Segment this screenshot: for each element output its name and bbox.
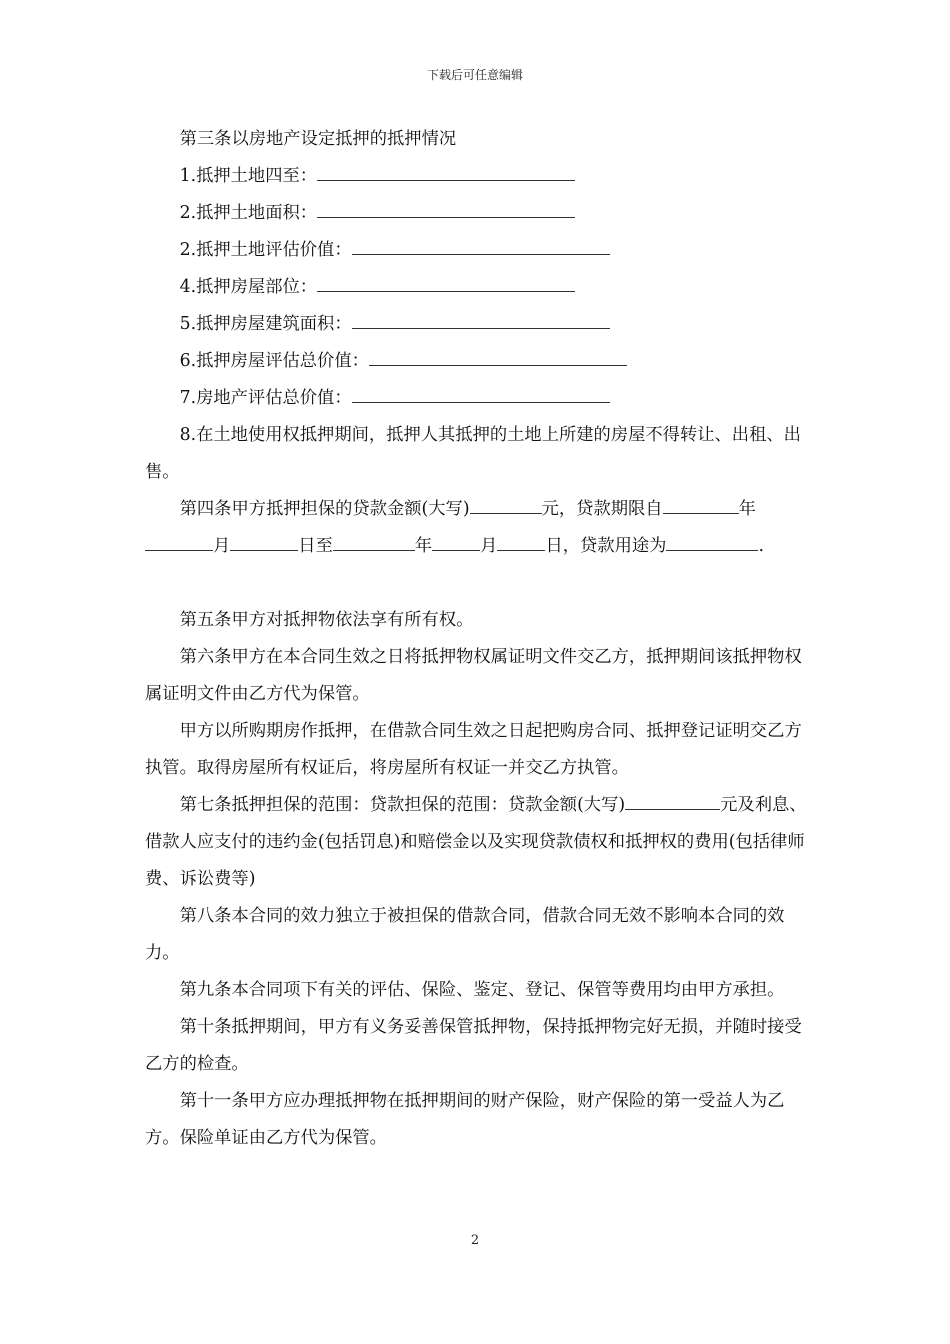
page-header: 下载后可任意编辑	[426, 68, 523, 82]
item-label: 6.抵押房屋评估总价值：	[179, 351, 369, 371]
page-number: 2	[470, 1233, 480, 1248]
fill-in-blank	[663, 495, 739, 514]
article-3-item-6	[145, 343, 810, 380]
article-3-item-5	[145, 306, 810, 343]
fill-in-blank	[625, 791, 720, 810]
article-3-item-3	[145, 232, 810, 269]
document-body	[145, 121, 810, 1157]
article-3-item-4	[145, 269, 810, 306]
fill-in-blank	[317, 162, 575, 181]
text-run: 元，贷款期限自	[541, 499, 663, 519]
text-run: 日，贷款用途为	[545, 536, 667, 556]
text-run: .	[758, 536, 764, 556]
text-run: 日至	[298, 536, 333, 556]
item-label: 7.房地产评估总价值：	[179, 388, 352, 408]
fill-in-blank	[369, 347, 627, 366]
article-8: 第八条本合同的效力独立于被担保的借款合同，借款合同无效不影响本合同的效力。	[145, 906, 785, 963]
text-run: 第七条抵押担保的范围：贷款担保的范围：贷款金额(大写)	[179, 795, 626, 815]
fill-in-blank	[666, 532, 758, 551]
article-4	[145, 491, 810, 565]
text-run: 月	[213, 536, 231, 556]
article-3-item-2	[145, 195, 810, 232]
article-3-title: 第三条以房地产设定抵押的抵押情况	[179, 129, 457, 149]
article-3-item-1	[145, 158, 810, 195]
blank-line	[145, 565, 810, 602]
fill-in-blank	[432, 532, 480, 551]
article-3-item-7	[145, 380, 810, 417]
article-11: 第十一条甲方应办理抵押物在抵押期间的财产保险，财产保险的第一受益人为乙方。保险单证由乙方代为保管。	[145, 1091, 785, 1148]
item-label: 2.抵押土地评估价值：	[179, 240, 352, 260]
article-6: 第六条甲方在本合同生效之日将抵押物权属证明文件交乙方，抵押期间该抵押物权属证明文件由乙方代为保管。	[145, 647, 802, 704]
item-label: 4.抵押房屋部位：	[179, 277, 318, 297]
article-5: 第五条甲方对抵押物依法享有所有权。	[179, 610, 474, 630]
item-label: 1.抵押土地四至：	[179, 166, 318, 186]
text-run: 年	[738, 499, 756, 519]
article-7	[145, 787, 810, 898]
text-run: 第四条甲方抵押担保的贷款金额(大写)	[179, 499, 470, 519]
item-label: 2.抵押土地面积：	[179, 203, 318, 223]
fill-in-blank	[352, 236, 610, 255]
fill-in-blank	[145, 532, 213, 551]
fill-in-blank	[317, 199, 575, 218]
item-label: 5.抵押房屋建筑面积：	[179, 314, 352, 334]
text-run: 月	[480, 536, 498, 556]
fill-in-blank	[497, 532, 545, 551]
text-run: 年	[414, 536, 433, 556]
fill-in-blank	[470, 495, 542, 514]
fill-in-blank	[333, 532, 415, 551]
fill-in-blank	[352, 310, 610, 329]
article-9: 第九条本合同项下有关的评估、保险、鉴定、登记、保管等费用均由甲方承担。	[179, 980, 785, 1000]
article-10: 第十条抵押期间，甲方有义务妥善保管抵押物，保持抵押物完好无损，并随时接受乙方的检查。	[145, 1017, 802, 1074]
fill-in-blank	[230, 532, 298, 551]
fill-in-blank	[352, 384, 610, 403]
article-3-item-8: 8.在土地使用权抵押期间，抵押人其抵押的土地上所建的房屋不得转让、出租、出售。	[145, 425, 801, 482]
article-6-supplement: 甲方以所购期房作抵押，在借款合同生效之日起把购房合同、抵押登记证明交乙方执管。取得房屋所有权证后，将房屋所有权证一并交乙方执管。	[145, 721, 802, 778]
fill-in-blank	[317, 273, 575, 292]
text-run: 元及利息、借款人应支付的违约金(包括罚息)和赔偿金以及实现贷款债权和抵押权的费用(包括律师费、诉讼费等)	[145, 795, 807, 889]
